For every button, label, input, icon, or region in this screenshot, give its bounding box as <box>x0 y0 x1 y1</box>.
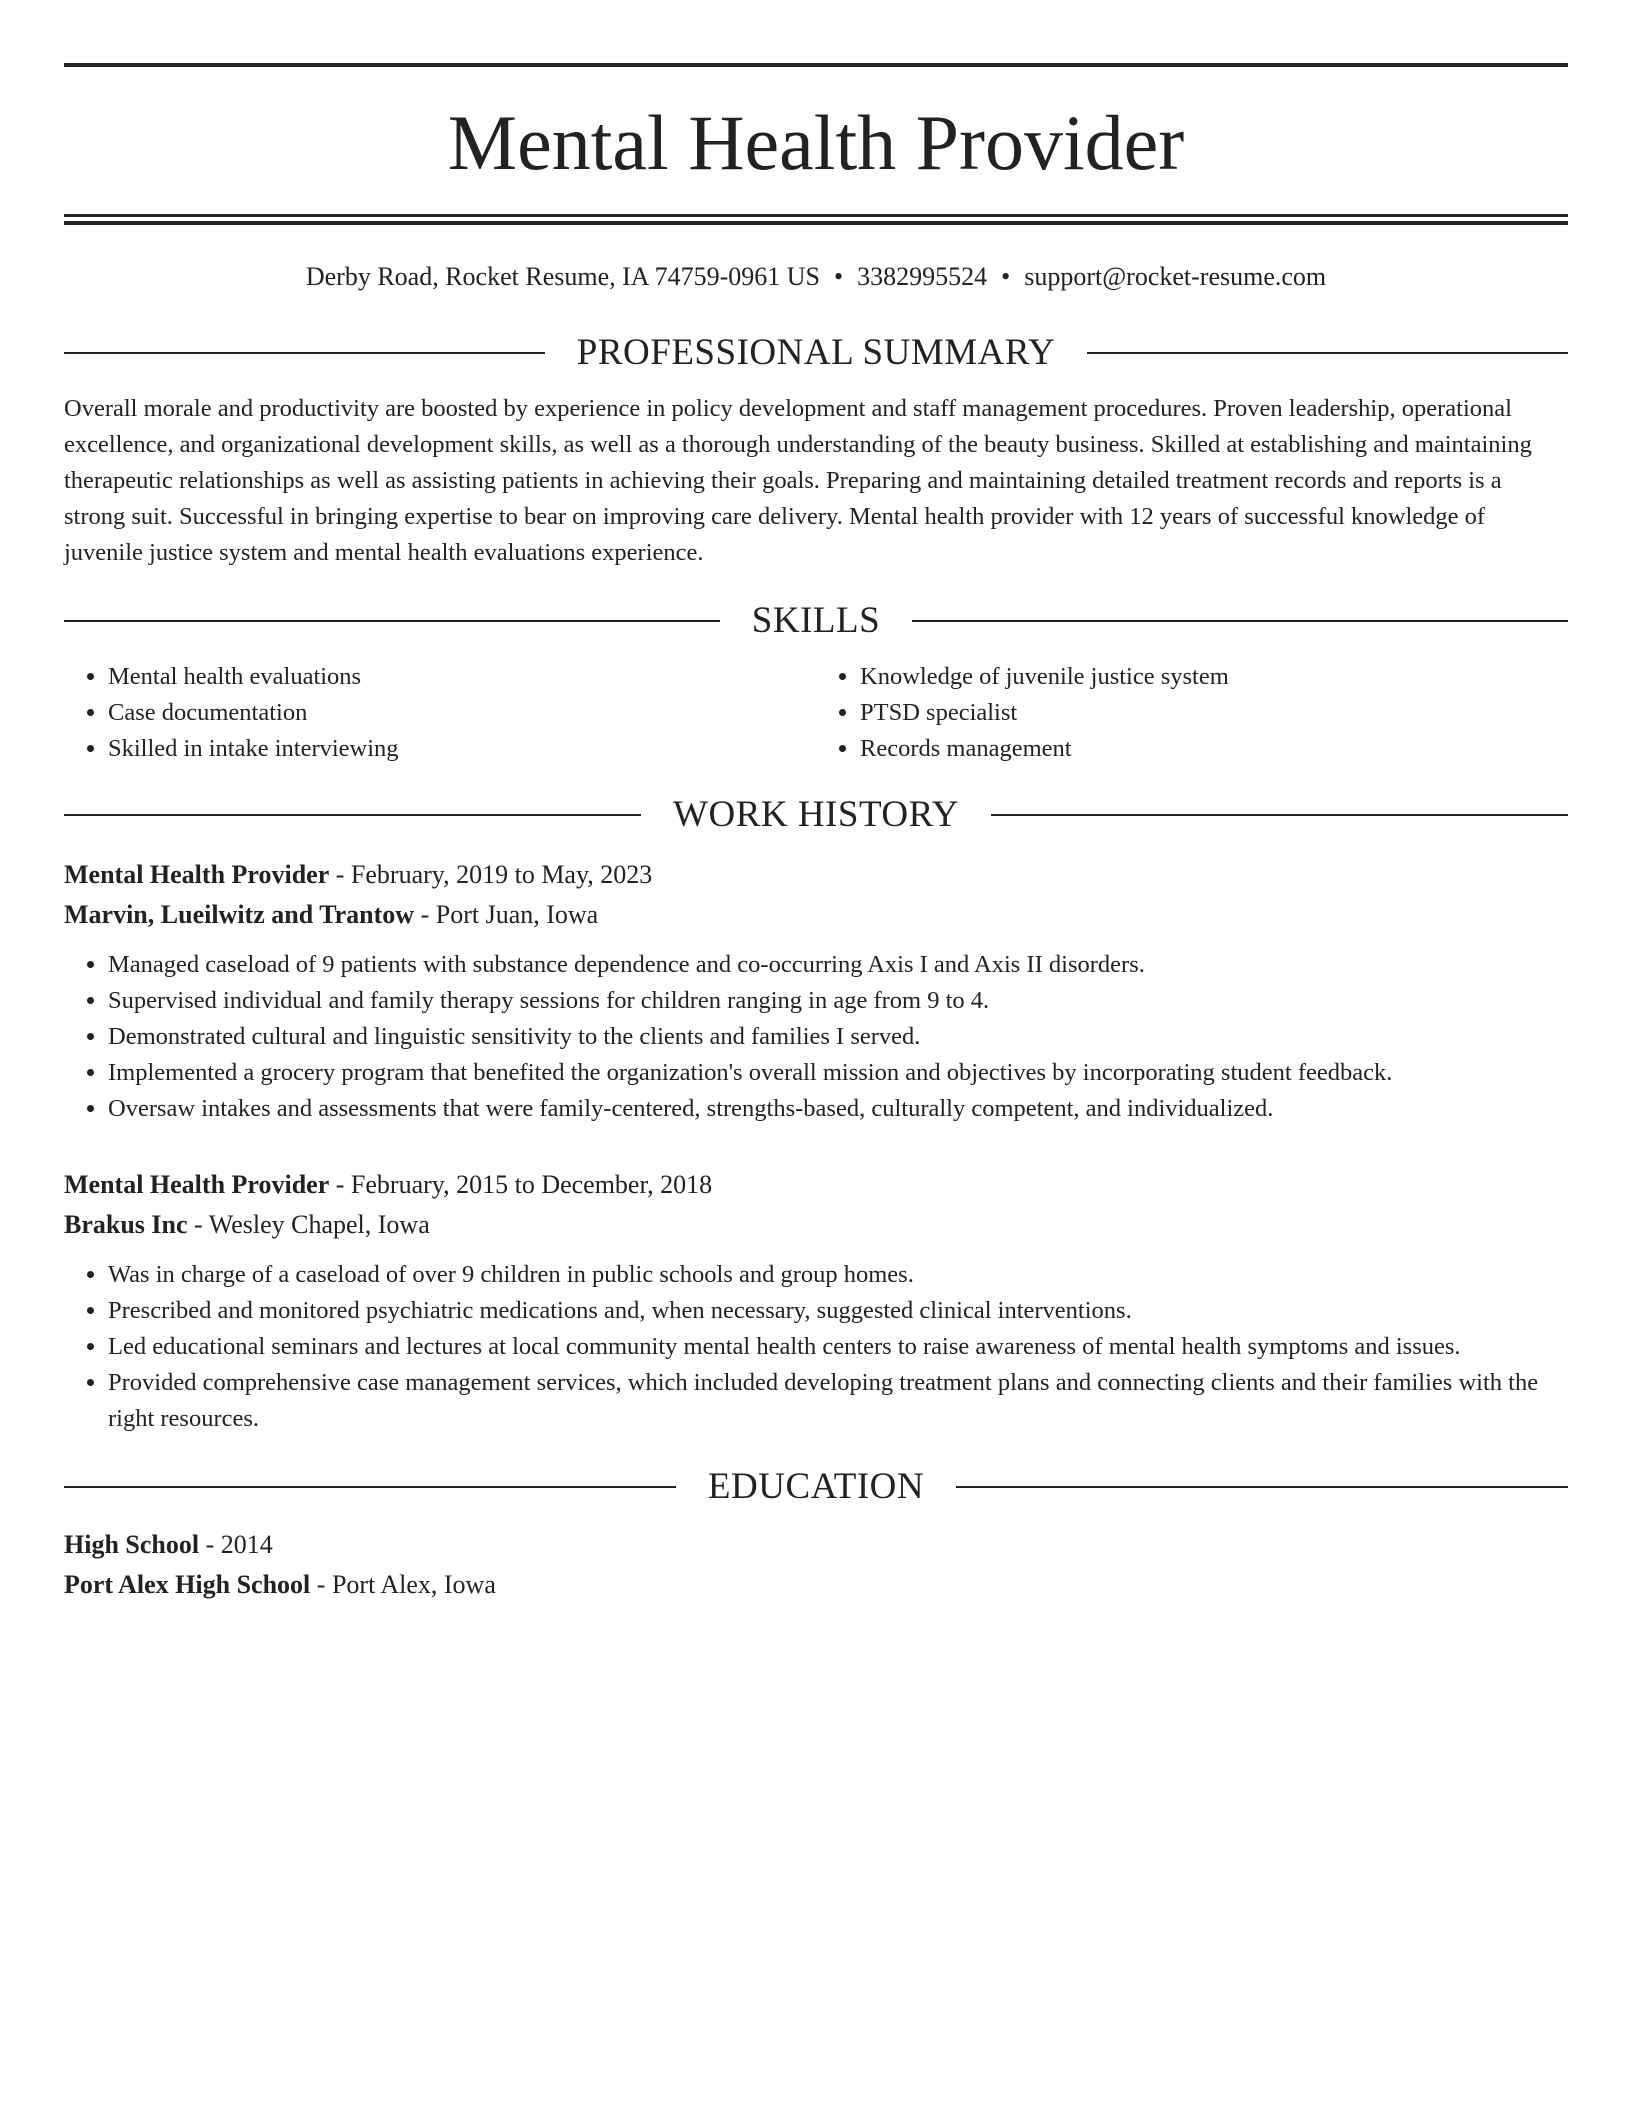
education-heading-title: EDUCATION <box>707 1466 925 1507</box>
job-title-line <box>64 1165 1568 1205</box>
education-degree: High School <box>64 1530 200 1559</box>
contact-line <box>64 261 1568 293</box>
dash: - <box>199 1530 221 1559</box>
job-location: Port Juan, Iowa <box>435 900 599 929</box>
job-dates: February, 2019 to May, 2023 <box>350 860 653 889</box>
skill-item: • Skilled in intake interviewing <box>108 731 816 767</box>
job-bullets <box>64 1257 1568 1437</box>
skills-column-right <box>816 659 1568 767</box>
job-bullet: • Demonstrated cultural and linguistic sensitivity to the clients and families I served. <box>108 1019 1568 1055</box>
skill-item: • Knowledge of juvenile justice system <box>860 659 1568 695</box>
heading-rule <box>64 620 720 622</box>
job-bullets <box>64 947 1568 1127</box>
job-title: Mental Health Provider <box>64 1170 330 1199</box>
double-rule <box>64 214 1568 225</box>
job-entry <box>64 1165 1568 1437</box>
heading-rule <box>1087 352 1568 354</box>
contact-separator: • <box>1001 262 1011 291</box>
education-school-line <box>64 1565 1568 1605</box>
heading-rule <box>956 1486 1568 1488</box>
job-bullet: • Supervised individual and family therapy sessions for children ranging in age from 9 to 4. <box>108 983 1568 1019</box>
dash: - <box>187 1210 209 1239</box>
job-bullet: • Implemented a grocery program that benefited the organization's overall mission and objectives by incorporating student feedback. <box>108 1055 1568 1091</box>
job-bullet: • Led educational seminars and lectures at local community mental health centers to raise awareness of mental health symptoms and issues. <box>108 1329 1568 1365</box>
education-year: 2014 <box>220 1530 273 1559</box>
dash: - <box>310 1570 332 1599</box>
education-heading <box>64 1465 1568 1509</box>
job-company: Brakus Inc <box>64 1210 188 1239</box>
dash: - <box>414 900 436 929</box>
education-entry <box>64 1525 1568 1605</box>
summary-heading <box>64 331 1568 375</box>
job-bullet: • Oversaw intakes and assessments that were family-centered, strengths-based, culturally competent, and individualized. <box>108 1091 1568 1127</box>
contact-email: support@rocket-resume.com <box>1024 262 1327 291</box>
skill-item: • Mental health evaluations <box>108 659 816 695</box>
summary-heading-title: PROFESSIONAL SUMMARY <box>576 332 1056 373</box>
contact-separator: • <box>834 262 844 291</box>
contact-phone: 3382995524 <box>857 262 988 291</box>
job-bullet: • Prescribed and monitored psychiatric medications and, when necessary, suggested clinical interventions. <box>108 1293 1568 1329</box>
skills-heading-title: SKILLS <box>751 600 881 641</box>
education-school: Port Alex High School <box>64 1570 311 1599</box>
skill-item: • Case documentation <box>108 695 816 731</box>
job-bullet: • Managed caseload of 9 patients with substance dependence and co-occurring Axis I and Axis II disorders. <box>108 947 1568 983</box>
skills-list <box>64 659 1568 767</box>
skill-item: • Records management <box>860 731 1568 767</box>
job-entry <box>64 855 1568 1127</box>
heading-rule <box>64 352 545 354</box>
work-heading-title: WORK HISTORY <box>673 794 959 835</box>
skills-column-left <box>64 659 816 767</box>
job-title: Mental Health Provider <box>64 860 330 889</box>
heading-rule <box>991 814 1568 816</box>
heading-rule <box>912 620 1568 622</box>
job-company-line <box>64 1205 1568 1245</box>
work-heading <box>64 793 1568 837</box>
education-degree-line <box>64 1525 1568 1565</box>
education-location: Port Alex, Iowa <box>331 1570 496 1599</box>
dash: - <box>329 860 351 889</box>
job-dates: February, 2015 to December, 2018 <box>350 1170 713 1199</box>
job-company-line <box>64 895 1568 935</box>
skill-item: • PTSD specialist <box>860 695 1568 731</box>
summary-text: Overall morale and productivity are boosted by experience in policy development and staff management procedures. Proven leadership, operational excellence, and organizational development skills, as well as a thorough understanding of the beauty business. Skilled at establishing and maintaining therapeutic relationships as well as assisting patients in achieving their goals. Preparing and maintaining detailed treatment records and reports is a strong suit. Successful in bringing expertise to bear on improving care delivery. Mental health provider with 12 years of successful knowledge of juvenile justice system and mental health evaluations experience. <box>64 395 1532 566</box>
job-company: Marvin, Lueilwitz and Trantow <box>64 900 415 929</box>
resume-name: Mental Health Provider <box>447 99 1185 186</box>
contact-address: Derby Road, Rocket Resume, IA 74759-0961 US <box>305 262 821 291</box>
job-bullet: • Was in charge of a caseload of over 9 children in public schools and group homes. <box>108 1257 1568 1293</box>
job-bullet: • Provided comprehensive case management services, which included developing treatment plans and connecting clients and their families with the right resources. <box>108 1365 1568 1437</box>
job-title-line <box>64 855 1568 895</box>
skills-heading <box>64 599 1568 643</box>
dash: - <box>329 1170 351 1199</box>
heading-rule <box>64 814 641 816</box>
top-rule <box>64 63 1568 67</box>
heading-rule <box>64 1486 676 1488</box>
job-location: Wesley Chapel, Iowa <box>208 1210 430 1239</box>
